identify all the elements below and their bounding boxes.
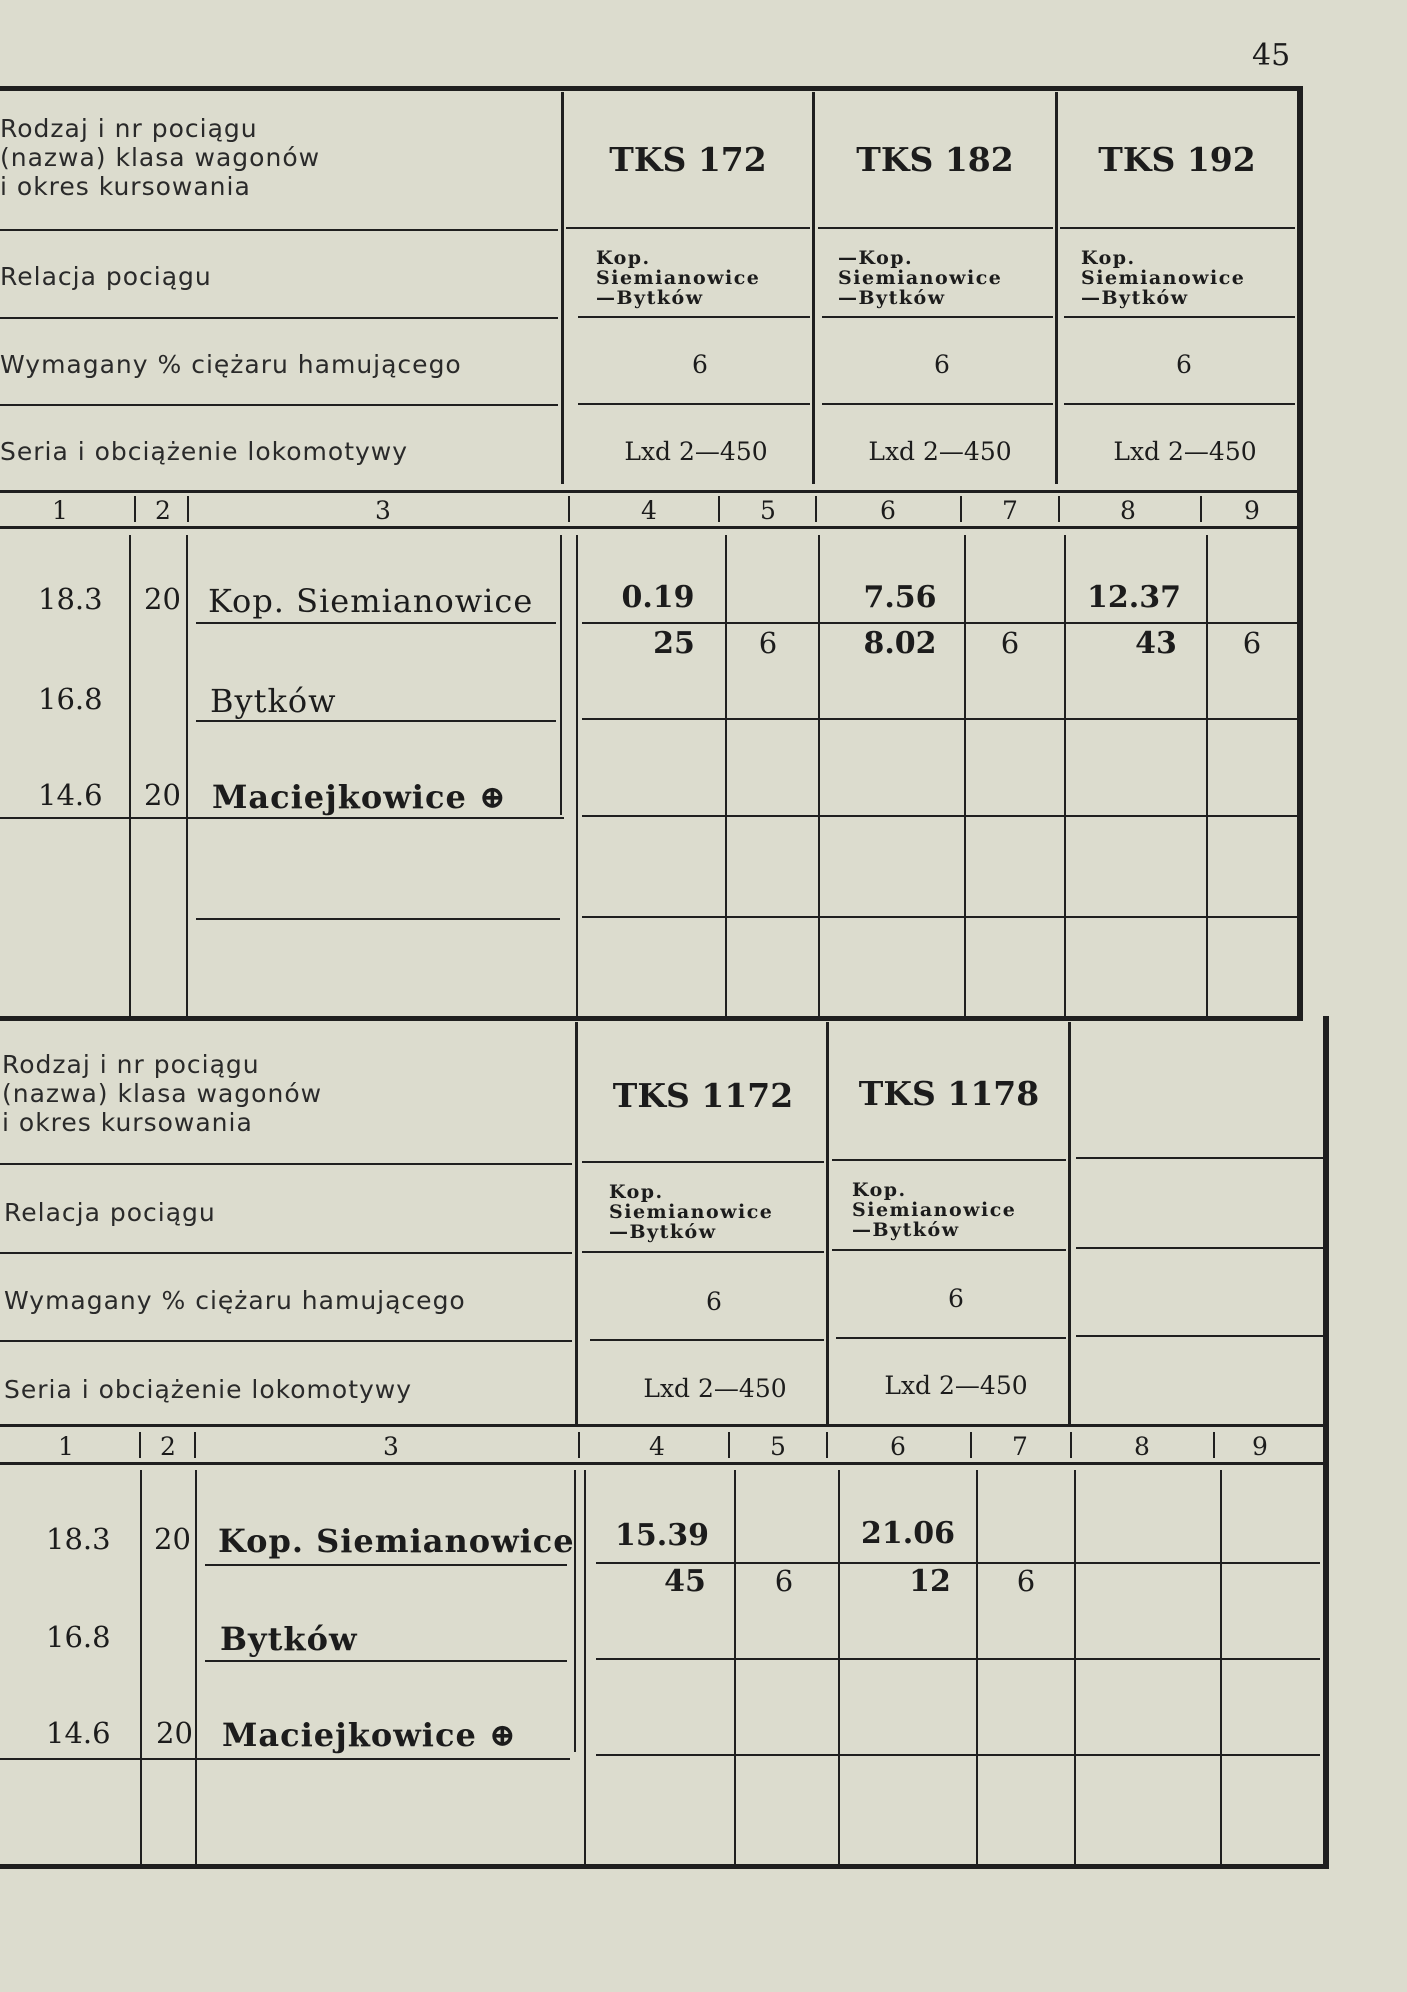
label-line: i okres kursowania [0, 172, 251, 201]
body-divider [186, 535, 188, 1017]
relation-line: —Bytków [609, 1221, 717, 1243]
header-rule [832, 1159, 1066, 1161]
station-km: 18.3 [46, 1522, 111, 1556]
label-line: i okres kursowania [2, 1108, 253, 1137]
colnum-divider [187, 496, 189, 522]
relation-line: Siemianowice [1081, 267, 1246, 289]
locomotive-load: Lxd 2—450 [643, 1374, 787, 1403]
body-rule [196, 720, 556, 722]
train-name: TKS 172 [609, 140, 767, 179]
column-number: 6 [890, 1432, 906, 1461]
train-name: TKS 1178 [858, 1074, 1040, 1113]
relation-line: Kop. [609, 1181, 664, 1203]
departure-time: 0.19 [621, 580, 695, 615]
header-rule [1076, 1247, 1324, 1249]
colnum-divider [718, 496, 720, 522]
colnum-rule [0, 1462, 1323, 1465]
station-km: 16.8 [38, 682, 103, 716]
relation-line: Kop. [596, 247, 651, 269]
column-number: 9 [1244, 496, 1260, 525]
body-rule [582, 916, 1298, 918]
section1-right-border [1297, 86, 1303, 1016]
train-relation [596, 248, 760, 308]
body-rule [0, 817, 564, 819]
header-rule [822, 403, 1053, 405]
label-train-kind [0, 114, 320, 201]
brake-percent: 6 [1176, 350, 1192, 379]
locomotive-load: Lxd 2—450 [868, 437, 1012, 466]
body-rule [582, 718, 1298, 720]
train-name: TKS 182 [856, 140, 1014, 179]
header-rule [1060, 227, 1295, 229]
station-km: 14.6 [46, 1716, 111, 1750]
station-speed: 20 [144, 582, 181, 616]
relation-line: —Bytków [1081, 287, 1189, 309]
colnum-divider [1058, 496, 1060, 522]
column-number: 4 [641, 496, 657, 525]
column-number: 4 [649, 1432, 665, 1461]
relation-line: —Bytków [596, 287, 704, 309]
locomotive-load: Lxd 2—450 [884, 1371, 1028, 1400]
station-name: Kop. Siemianowice [208, 582, 534, 620]
column-number: 5 [770, 1432, 786, 1461]
body-rule [0, 1758, 570, 1760]
column-number: 7 [1002, 496, 1018, 525]
colnum-divider [970, 1432, 972, 1458]
body-rule [596, 1754, 1320, 1756]
section1-top-border [0, 86, 1303, 91]
departure-time: 21.06 [861, 1516, 955, 1551]
body-divider [1220, 1470, 1222, 1864]
relation-line: —Kop. [838, 247, 914, 269]
station-name: Kop. Siemianowice [218, 1522, 575, 1560]
stop-minutes: 6 [1000, 626, 1020, 660]
colnum-divider [134, 496, 136, 522]
column-number: 3 [375, 496, 391, 525]
header-rule [0, 1340, 572, 1342]
colnum-divider [1070, 1432, 1072, 1458]
column-number: 2 [160, 1432, 176, 1461]
colnum-divider [826, 1432, 828, 1458]
relation-line: —Bytków [852, 1219, 960, 1241]
locomotive-load: Lxd 2—450 [1113, 437, 1257, 466]
train-name: TKS 1172 [612, 1076, 794, 1115]
brake-percent: 6 [706, 1287, 722, 1316]
header-divider [561, 92, 564, 484]
column-number: 6 [880, 496, 896, 525]
relation-line: Siemianowice [609, 1201, 774, 1223]
stop-minutes: 6 [1016, 1564, 1036, 1598]
label-relation: Relacja pociągu [0, 262, 212, 291]
relation-line: Siemianowice [596, 267, 761, 289]
header-rule [832, 1249, 1066, 1251]
arrival-time: 8.02 [863, 626, 937, 661]
label-train-kind [2, 1050, 322, 1137]
colnum-divider [815, 496, 817, 522]
relation-line: —Bytków [838, 287, 946, 309]
colnum-divider [960, 496, 962, 522]
header-rule [1076, 1335, 1324, 1337]
colnum-divider [728, 1432, 730, 1458]
brake-percent: 6 [948, 1284, 964, 1313]
column-number: 8 [1120, 496, 1136, 525]
header-rule [590, 1339, 824, 1341]
header-rule [0, 1163, 572, 1165]
locomotive-load: Lxd 2—450 [624, 437, 768, 466]
header-rule [818, 227, 1053, 229]
header-rule [566, 227, 810, 229]
station-name: Maciejkowice ⊕ [222, 1716, 517, 1754]
body-rule [582, 622, 1298, 624]
station-km: 14.6 [38, 778, 103, 812]
brake-percent: 6 [692, 350, 708, 379]
header-rule [0, 317, 558, 319]
arrival-time: 45 [664, 1564, 706, 1599]
header-rule [1064, 403, 1295, 405]
station-km: 18.3 [38, 582, 103, 616]
body-divider [195, 1470, 197, 1864]
train-relation [838, 248, 1002, 308]
relation-line: Kop. [1081, 247, 1136, 269]
body-divider [140, 1470, 142, 1864]
body-divider [574, 1470, 576, 1752]
column-number: 5 [760, 496, 776, 525]
column-number: 7 [1012, 1432, 1028, 1461]
label-loco: Seria i obciążenie lokomotywy [0, 437, 409, 466]
header-rule [582, 1161, 824, 1163]
departure-time: 7.56 [863, 580, 937, 615]
label-loco: Seria i obciążenie lokomotywy [4, 1375, 413, 1404]
label-line: Rodzaj i nr pociągu [0, 114, 258, 143]
station-km: 16.8 [46, 1620, 111, 1654]
station-speed: 20 [154, 1522, 191, 1556]
column-number: 2 [155, 496, 171, 525]
body-rule [596, 1658, 1320, 1660]
body-rule [196, 918, 560, 920]
relation-line: Siemianowice [838, 267, 1003, 289]
colnum-rule [0, 490, 1297, 493]
colnum-divider [139, 1432, 141, 1458]
body-rule [582, 815, 1298, 817]
label-line: Rodzaj i nr pociągu [2, 1050, 260, 1079]
train-relation [852, 1180, 1016, 1240]
departure-time: 15.39 [615, 1518, 709, 1553]
relation-line: Siemianowice [852, 1199, 1017, 1221]
body-divider [560, 535, 562, 815]
section2-bottom-border [0, 1864, 1329, 1869]
station-name: Bytków [210, 682, 337, 720]
column-number: 3 [383, 1432, 399, 1461]
stop-minutes: 6 [758, 626, 778, 660]
header-rule [0, 1252, 572, 1254]
body-divider [1074, 1470, 1076, 1864]
header-divider [812, 92, 815, 484]
colnum-divider [578, 1432, 580, 1458]
station-name: Bytków [220, 1620, 358, 1658]
brake-percent: 6 [934, 350, 950, 379]
header-rule [1076, 1157, 1324, 1159]
arrival-time: 12 [909, 1564, 951, 1599]
header-rule [0, 229, 558, 231]
column-number: 8 [1134, 1432, 1150, 1461]
header-rule [578, 316, 810, 318]
label-brake: Wymagany % ciężaru hamującego [4, 1286, 466, 1315]
train-name: TKS 192 [1098, 140, 1256, 179]
body-rule [196, 622, 556, 624]
colnum-divider [1200, 496, 1202, 522]
label-brake: Wymagany % ciężaru hamującego [0, 350, 462, 379]
station-name: Maciejkowice ⊕ [212, 778, 507, 816]
stop-minutes: 6 [1242, 626, 1262, 660]
label-line: (nazwa) klasa wagonów [2, 1079, 323, 1108]
label-line: (nazwa) klasa wagonów [0, 143, 321, 172]
colnum-rule [0, 526, 1297, 529]
arrival-time: 43 [1135, 626, 1177, 661]
body-rule [205, 1564, 567, 1566]
page-number: 45 [1252, 38, 1291, 73]
colnum-divider [568, 496, 570, 522]
body-divider [129, 535, 131, 1017]
colnum-rule [0, 1424, 1323, 1427]
colnum-divider [194, 1432, 196, 1458]
header-rule [578, 403, 810, 405]
header-rule [1064, 316, 1295, 318]
column-number: 1 [58, 1432, 74, 1461]
section1-bottom-border [0, 1016, 1303, 1021]
body-rule [205, 1660, 567, 1662]
departure-time: 12.37 [1087, 580, 1181, 615]
header-rule [582, 1251, 824, 1253]
header-rule [0, 404, 558, 406]
section2-right-border [1323, 1016, 1329, 1866]
relation-line: Kop. [852, 1179, 907, 1201]
column-number: 9 [1252, 1432, 1268, 1461]
train-relation [1081, 248, 1245, 308]
stop-minutes: 6 [774, 1564, 794, 1598]
header-rule [836, 1337, 1066, 1339]
station-speed: 20 [156, 1716, 193, 1750]
label-relation: Relacja pociągu [4, 1198, 216, 1227]
colnum-divider [1213, 1432, 1215, 1458]
station-speed: 20 [144, 778, 181, 812]
train-relation [609, 1182, 773, 1242]
column-number: 1 [52, 496, 68, 525]
header-rule [822, 316, 1053, 318]
arrival-time: 25 [653, 626, 695, 661]
